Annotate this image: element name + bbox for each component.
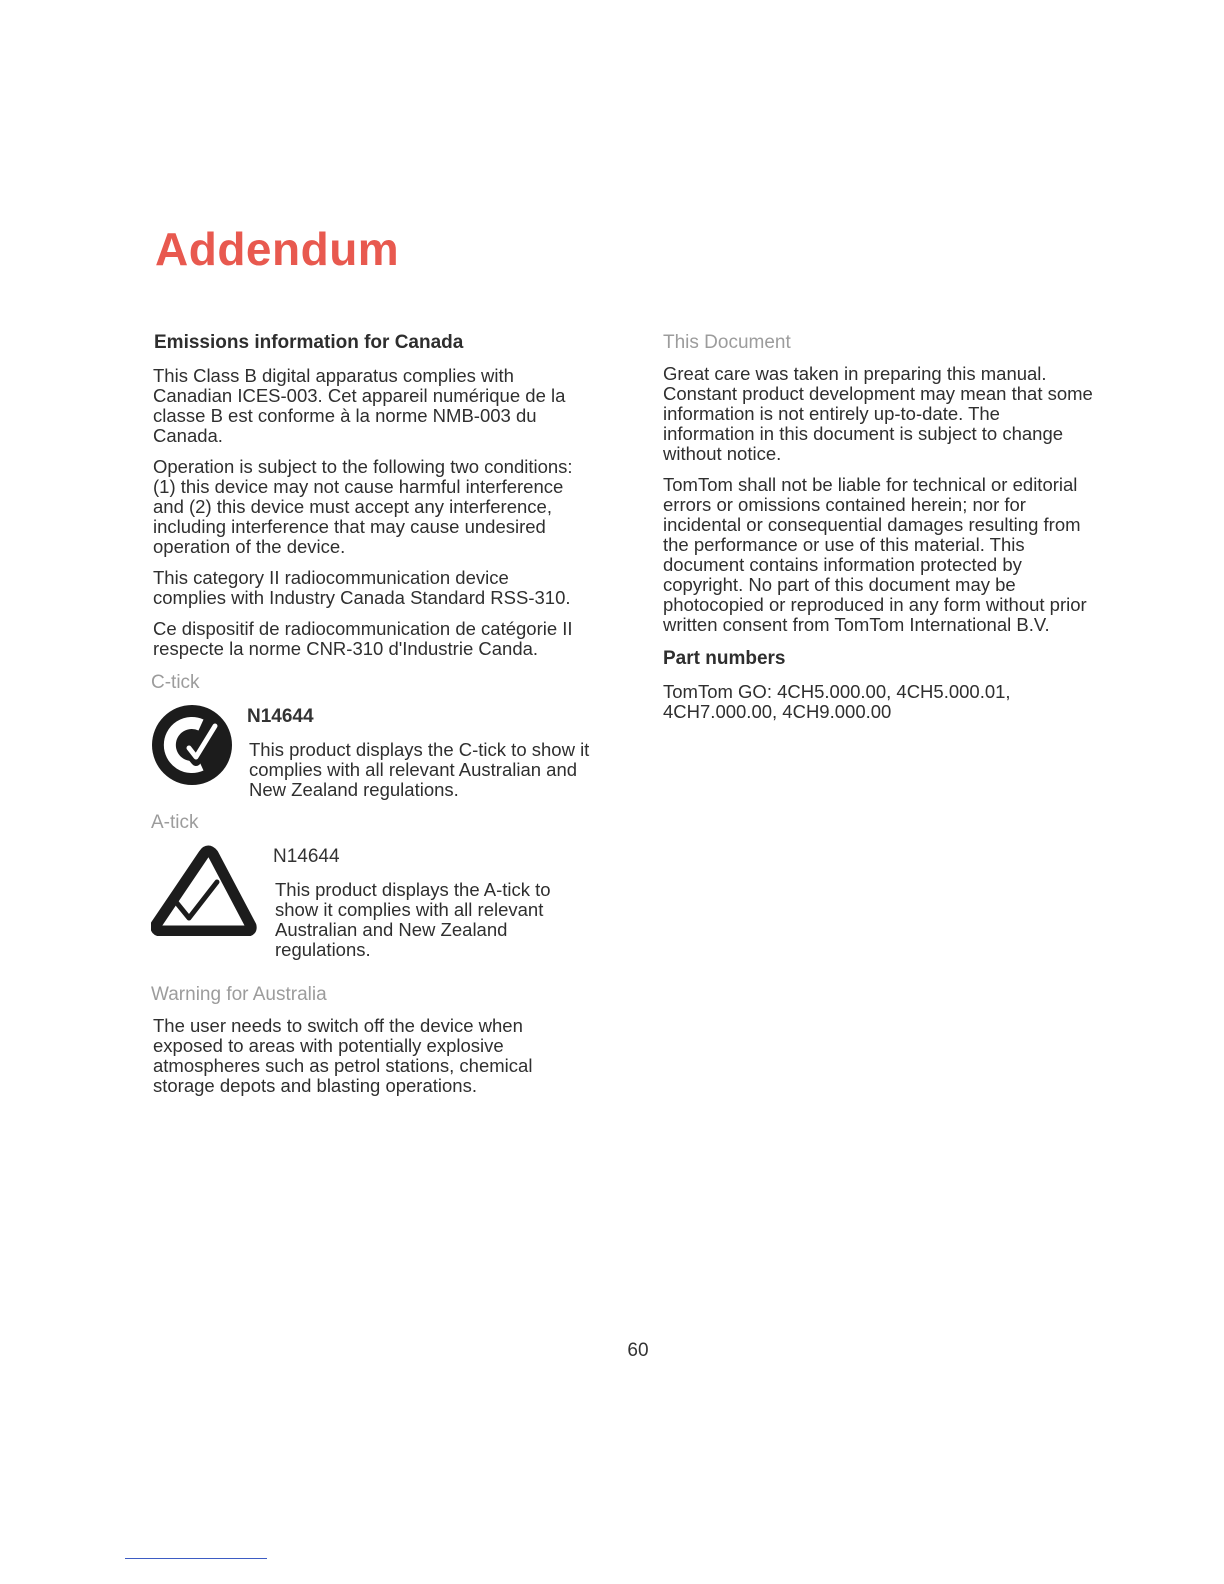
page-title: Addendum bbox=[155, 223, 400, 275]
atick-text-block bbox=[273, 844, 613, 971]
atick-block bbox=[151, 844, 626, 970]
part-numbers-heading: Part numbers bbox=[663, 648, 786, 669]
ctick-code: N14644 bbox=[247, 706, 314, 727]
canada-paragraph-2: Operation is subject to the following two conditions: (1) this device may not cause harmful interference and (2) this device must accept any interference, including interference that may cause undesired operation of the device. bbox=[153, 456, 573, 557]
ctick-block bbox=[151, 704, 626, 804]
part-numbers-text: TomTom GO: 4CH5.000.00, 4CH5.000.01, 4CH7.000.00, 4CH9.000.00 bbox=[663, 681, 1011, 722]
canada-paragraph-3: This category II radiocommunication device complies with Industry Canada Standard RSS-310. bbox=[153, 567, 571, 608]
canada-heading: Emissions information for Canada bbox=[154, 332, 464, 353]
atick-description: This product displays the A-tick to show it complies with all relevant Australian and New Zealand regulations. bbox=[275, 879, 551, 960]
right-column bbox=[662, 330, 1142, 733]
canada-paragraph-1: This Class B digital apparatus complies with Canadian ICES-003. Cet appareil numérique de la classe B est conforme à la norme NMB-003 du Canada. bbox=[153, 365, 566, 446]
warning-text: The user needs to switch off the device when exposed to areas with potentially explosive atmospheres such as petrol stations, chemical storage depots and blasting operations. bbox=[153, 1015, 533, 1096]
ctick-text-block bbox=[247, 704, 627, 811]
ctick-description: This product displays the C-tick to show it complies with all relevant Australian and New Zealand regulations. bbox=[249, 739, 590, 800]
a-tick-icon bbox=[151, 844, 257, 936]
left-column bbox=[151, 330, 626, 1107]
atick-code: N14644 bbox=[273, 846, 340, 867]
page-number: 60 bbox=[627, 1340, 649, 1361]
c-tick-icon bbox=[151, 704, 233, 786]
document-paragraph-2: TomTom shall not be liable for technical or editorial errors or omissions contained herein; nor for incidental or consequential damages resulting from the performance or use of this material. This document contains information protected by copyright. No part of this document may be photocopied or reproduced in any form without prior written consent from TomTom International B.V. bbox=[663, 474, 1087, 635]
footer-rule bbox=[125, 1558, 267, 1559]
document-paragraph-1: Great care was taken in preparing this manual. Constant product development may mean that some information is not entirely up-to-date. The information in this document is subject to change without notice. bbox=[663, 363, 1093, 464]
warning-heading: Warning for Australia bbox=[151, 984, 327, 1005]
canada-paragraph-4: Ce dispositif de radiocommunication de catégorie II respecte la norme CNR-310 d'Industrie Canda. bbox=[153, 618, 573, 659]
atick-heading: A-tick bbox=[151, 812, 199, 833]
document-heading: This Document bbox=[663, 332, 791, 353]
ctick-heading: C-tick bbox=[151, 672, 200, 693]
